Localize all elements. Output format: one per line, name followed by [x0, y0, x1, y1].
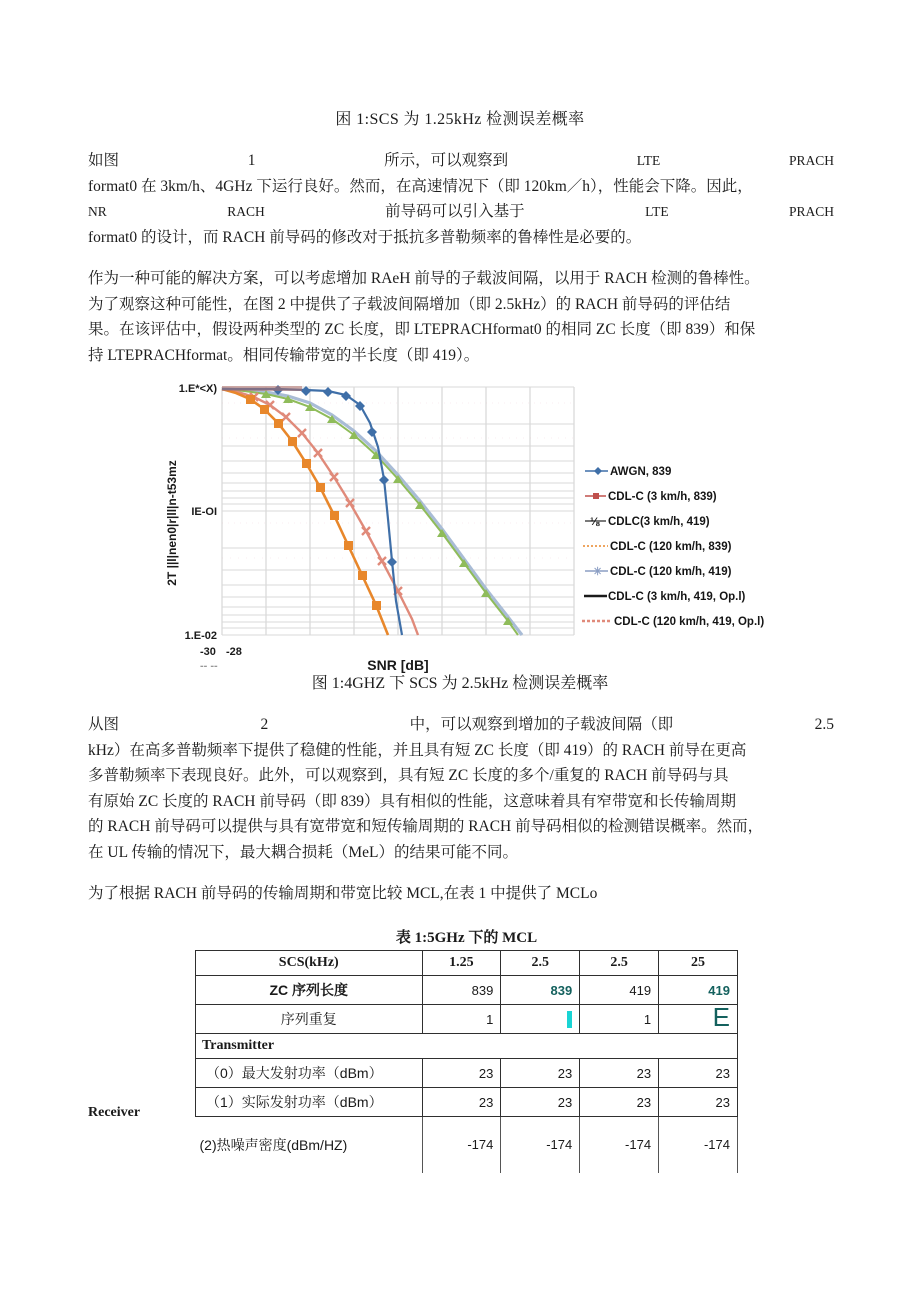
paragraph-3-line-4: 有原始 ZC 长度的 RACH 前导码（即 839）具有相似的性能，这意味着具有窄带宽和长传输周期 — [88, 792, 736, 810]
p1-l3-b: RACH — [227, 204, 265, 220]
detection-error-probability-chart — [160, 383, 820, 673]
legend-item-2 — [585, 516, 710, 528]
legend-marker-2: ⅛ — [590, 516, 600, 528]
paragraph-3-line-3: 多普勒频率下表现良好。此外，可以观察到，具有短 ZC 长度的多个/重复的 RACH 前导码与具 — [88, 767, 729, 785]
figure2-caption: 图 1:4GHZ 下 SCS 为 2.5kHz 检测误差概率 — [311, 675, 609, 692]
p1-l1-a: 如图 — [88, 152, 120, 169]
y-axis-title: 2T ||l|nen0|r|ll|n-t53mz — [165, 460, 179, 586]
cell-rep-4 — [659, 1002, 738, 1034]
cell-rep-1: 1 — [422, 1005, 501, 1034]
mcl-table — [195, 950, 738, 1173]
y-tick-label-bottom: 1.E-02 — [184, 630, 217, 642]
paragraph-1-line-2: format0 在 3km/h、4GHz 下运行良好。然而，在高速情况下（即 120km／h），性能会下降。因此， — [88, 177, 753, 195]
legend-item-6 — [582, 616, 764, 628]
paragraph-2-line-4: 持 LTEPRACHformat。相同传输带宽的半长度（即 419）。 — [88, 346, 480, 364]
col-header-2: 2.5 — [501, 951, 580, 976]
scan-artifact-band — [222, 386, 302, 391]
col-header-4: 25 — [659, 951, 738, 976]
legend-item-0 — [585, 466, 671, 478]
row-section-transmitter: Transmitter — [196, 1034, 738, 1059]
p1-l1-b: 1 — [247, 152, 256, 169]
paragraph-3-line-5: 的 RACH 前导码可以提供与具有宽带宽和短传输周期的 RACH 前导码相似的检测错误概率。然而， — [88, 818, 764, 836]
cell-zc-4: 419 — [659, 976, 738, 1005]
legend-label-3: CDL-C (120 km/h, 839) — [610, 541, 732, 553]
row-label-max-tx-power: （0）最大发射功率（dBm） — [196, 1059, 423, 1088]
table-row — [196, 1117, 738, 1173]
cell-acttx-3: 23 — [580, 1088, 659, 1117]
p1-l3-d: LTE — [645, 204, 669, 220]
legend-label-5: CDL-C (3 km/h, 419, Op.l) — [608, 591, 746, 603]
paragraph-2 — [88, 266, 834, 368]
y-tick-label-mid: IE-OI — [191, 506, 217, 518]
cell-acttx-4: 23 — [659, 1088, 738, 1117]
p1-l1-d: LTE — [636, 153, 661, 168]
paragraph-4 — [88, 881, 834, 907]
paragraph-2-line-3: 果。在该评估中，假设两种类型的 ZC 长度，即 LTEPRACHformat0 的相同 ZC 长度（即 839）和保 — [88, 321, 756, 339]
cell-acttx-2: 23 — [501, 1088, 580, 1117]
x-tick-label-2: -28 — [226, 646, 242, 658]
mcl-table-body — [196, 951, 738, 1173]
p3-l1-b: 2 — [260, 716, 269, 733]
cell-acttx-1: 23 — [422, 1088, 501, 1117]
table-row — [196, 951, 738, 976]
cell-maxtx-1: 23 — [422, 1059, 501, 1088]
legend-item-4 — [585, 566, 732, 578]
legend-label-6: CDL-C (120 km/h, 419, Op.l) — [614, 616, 765, 628]
legend-label-0: AWGN, 839 — [610, 466, 672, 478]
receiver-label: Receiver — [88, 1105, 141, 1120]
paragraph-2-line-1: 作为一种可能的解决方案，可以考虑增加 RAeH 前导的子载波间隔，以用于 RACH 检测的鲁棒性。 — [88, 270, 760, 287]
row-label-scs: SCS(kHz) — [196, 951, 423, 976]
cell-maxtx-4: 23 — [659, 1059, 738, 1088]
p1-l1-c: 所示，可以观察到 — [384, 152, 509, 169]
p1-l3-e: PRACH — [788, 204, 834, 220]
cell-maxtx-3: 23 — [580, 1059, 659, 1088]
legend-label-1: CDL-C (3 km/h, 839) — [608, 491, 717, 503]
paragraph-4-line-1: 为了根据 RACH 前导码的传输周期和带宽比较 MCL,在表 1 中提供了 MCLo — [88, 885, 598, 902]
cell-maxtx-2: 23 — [501, 1059, 580, 1088]
paragraph-1-line-4: format0 的设计，而 RACH 前导码的修改对于抵抗多普勒频率的鲁棒性是必要的。 — [88, 228, 642, 246]
table-row — [196, 1005, 738, 1034]
chart-legend — [582, 466, 764, 628]
p1-l1-e: PRACH — [788, 153, 834, 168]
paragraph-1-line-1 — [88, 148, 834, 174]
table-row — [196, 976, 738, 1005]
table-title: 表 1:5GHz 下的 MCL — [395, 930, 538, 946]
x-tick-label-1: -30 — [200, 646, 216, 658]
legend-marker-4: ✳ — [593, 566, 603, 578]
chart-svg — [160, 383, 820, 673]
col-header-3: 2.5 — [580, 951, 659, 976]
p3-l1-a: 从图 — [88, 716, 120, 733]
legend-item-5 — [584, 591, 746, 603]
cyan-bar-glyph — [567, 1011, 572, 1028]
paragraph-1-line-3 — [88, 199, 834, 225]
cell-noise-1: -174 — [422, 1117, 501, 1173]
legend-label-2: CDLC(3 km/h, 419) — [608, 516, 710, 528]
row-label-zc-length: ZC 序列长度 — [196, 976, 423, 1005]
cell-zc-2: 839 — [501, 976, 580, 1005]
cell-rep-2 — [501, 1005, 580, 1034]
x-axis-title: SNR [dB] — [367, 657, 429, 673]
teal-e-glyph: E — [712, 1002, 730, 1032]
paragraph-3 — [88, 712, 834, 866]
paragraph-3-line-1 — [88, 712, 834, 738]
p1-l3-a: NR — [88, 204, 107, 220]
p1-l3-c: 前导码可以引入基于 — [385, 203, 525, 221]
legend-item-1 — [585, 491, 717, 503]
paragraph-3-line-2: kHz）在高多普勒频率下提供了稳健的性能，并且具有短 ZC 长度（即 419）的 RACH 前导在更高 — [88, 741, 747, 759]
figure1-caption: 困 1:SCS 为 1.25kHz 检测误差概率 — [335, 111, 585, 128]
paragraph-3-line-6: 在 UL 传输的情况下，最大耦合损耗（MeL）的结果可能不同。 — [88, 843, 518, 861]
y-tick-label-top: 1.E*<X) — [178, 383, 217, 395]
table-row — [196, 1034, 738, 1059]
row-label-thermal-noise: (2)热噪声密度(dBm/HZ) — [199, 1136, 348, 1153]
cell-zc-1: 839 — [422, 976, 501, 1005]
paragraph-2-line-2: 为了观察这种可能性，在图 2 中提供了子载波间隔增加（即 2.5kHz）的 RACH 前导码的评估结 — [88, 295, 731, 313]
cell-noise-2: -174 — [501, 1117, 580, 1173]
table-row — [196, 1088, 738, 1117]
legend-label-4: CDL-C (120 km/h, 419) — [610, 566, 732, 578]
cell-rep-3: 1 — [580, 1005, 659, 1034]
cell-zc-3: 419 — [580, 976, 659, 1005]
cell-noise-4: -174 — [659, 1117, 738, 1173]
legend-item-3 — [583, 541, 732, 553]
col-header-1: 1.25 — [422, 951, 501, 976]
cell-noise-3: -174 — [580, 1117, 659, 1173]
table-row — [196, 1059, 738, 1088]
p3-l1-c: 中，可以观察到增加的子载波间隔（即 — [409, 716, 674, 733]
x-tick-label-clipped: -- -- — [200, 660, 218, 672]
row-label-actual-tx-power: （1）实际发射功率（dBm） — [196, 1088, 423, 1117]
p3-l1-d: 2.5 — [814, 716, 834, 733]
row-label-seq-repeat: 序列重复 — [196, 1005, 423, 1034]
paragraph-1 — [88, 148, 834, 250]
